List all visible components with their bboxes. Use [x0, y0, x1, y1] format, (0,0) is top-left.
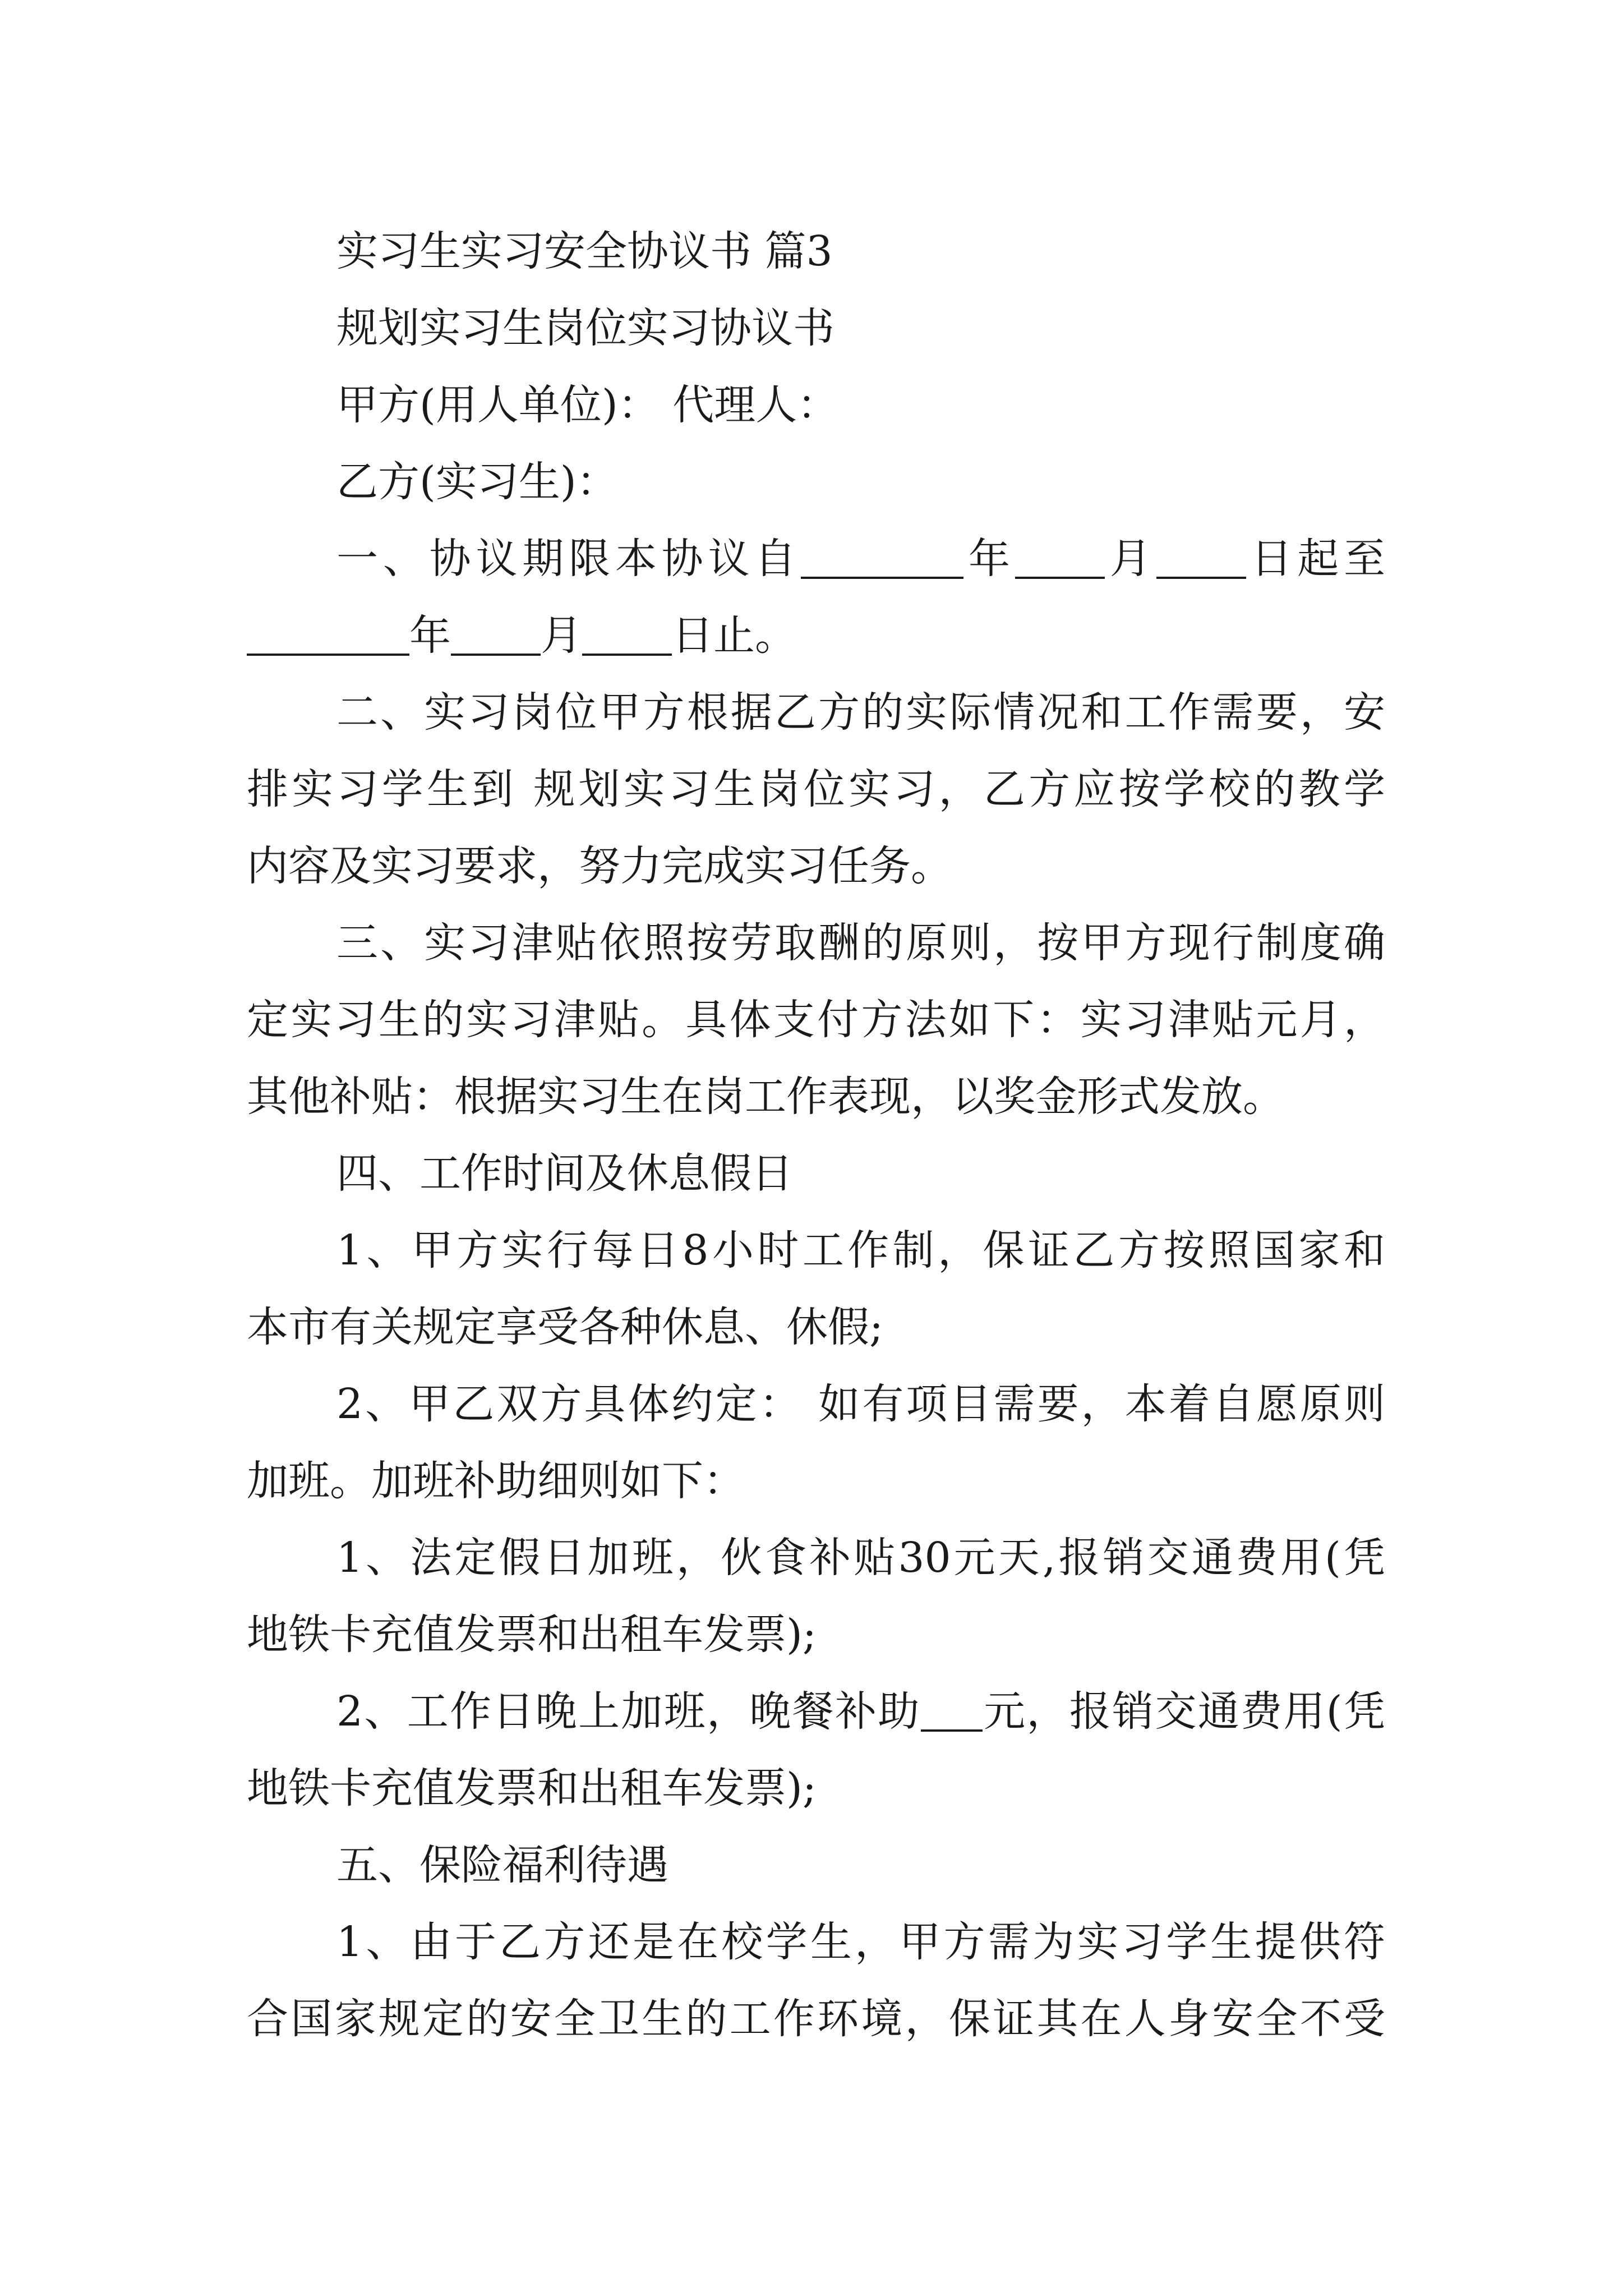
end-year-blank [247, 612, 409, 656]
term-end-year-label: 年 [409, 611, 451, 660]
section3-line3: 其他补贴：根据实习生在岗工作表现，以奖金形式发放。 [247, 1073, 1284, 1121]
end-day-blank [582, 612, 672, 656]
section5-heading: 五、保险福利待遇 [336, 1841, 668, 1889]
start-day-blank [1156, 535, 1246, 579]
section5-item1-line2: 合国家规定的安全卫生的工作环境，保证其在人身安全不受 [247, 1995, 1385, 2043]
section2-line2: 排实习学生到 规划实习生岗位实习，乙方应按学校的教学 [247, 765, 1385, 813]
section4-sub2-line1 [247, 1673, 1385, 1750]
term-year-label: 年 [963, 535, 1015, 583]
document-title: 实习生实习安全协议书 篇3 [336, 227, 833, 275]
end-month-blank [451, 612, 541, 656]
sub2-prefix: 2、工作日晚上加班，晚餐补助 [336, 1687, 921, 1736]
start-year-blank [801, 535, 963, 579]
section4-item2-line2: 加班。加班补助细则如下： [247, 1457, 745, 1505]
section4-heading: 四、工作时间及休息假日 [336, 1149, 793, 1198]
document-body [247, 213, 1385, 2058]
term-month-label: 月 [1104, 535, 1156, 583]
sub2-suffix: 元，报销交通费用(凭 [982, 1687, 1385, 1736]
section5-item1-line1: 1、由于乙方还是在校学生，甲方需为实习学生提供符 [336, 1918, 1385, 1966]
document-subtitle: 规划实习生岗位实习协议书 [336, 304, 834, 352]
section3-line1: 三、实习津贴依照按劳取酬的原则，按甲方现行制度确 [336, 919, 1385, 967]
party-b-line: 乙方(实习生)： [336, 458, 618, 506]
section4-sub1-line2: 地铁卡充值发票和出租车发票); [247, 1611, 817, 1659]
section4-sub1-line1: 1、法定假日加班，伙食补贴30元天,报销交通费用(凭 [336, 1534, 1385, 1582]
term-line-1 [247, 521, 1385, 597]
term-end-suffix: 日止。 [672, 611, 796, 660]
dinner-allowance-blank [921, 1688, 983, 1732]
section2-line3: 内容及实习要求，努力完成实习任务。 [247, 842, 952, 890]
party-a-line: 甲方(用人单位)： 代理人： [336, 381, 839, 429]
section4-item1-line2: 本市有关规定享受各种休息、休假; [247, 1303, 883, 1351]
start-month-blank [1015, 535, 1105, 579]
section4-sub2-line2: 地铁卡充值发票和出租车发票); [247, 1764, 817, 1812]
section4-item2-line1: 2、甲乙双方具体约定： 如有项目需要，本着自愿原则 [336, 1380, 1385, 1428]
term-start-suffix: 日起至 [1246, 535, 1386, 583]
section2-line1: 二、实习岗位甲方根据乙方的实际情况和工作需要，安 [336, 688, 1385, 737]
term-line-2 [247, 597, 1385, 674]
term-prefix: 一、协议期限本协议自 [336, 535, 801, 583]
section4-item1-line1: 1、甲方实行每日8小时工作制，保证乙方按照国家和 [336, 1226, 1385, 1274]
section3-line2: 定实习生的实习津贴。具体支付方法如下：实习津贴元月， [247, 996, 1385, 1044]
term-end-month-label: 月 [541, 611, 582, 660]
